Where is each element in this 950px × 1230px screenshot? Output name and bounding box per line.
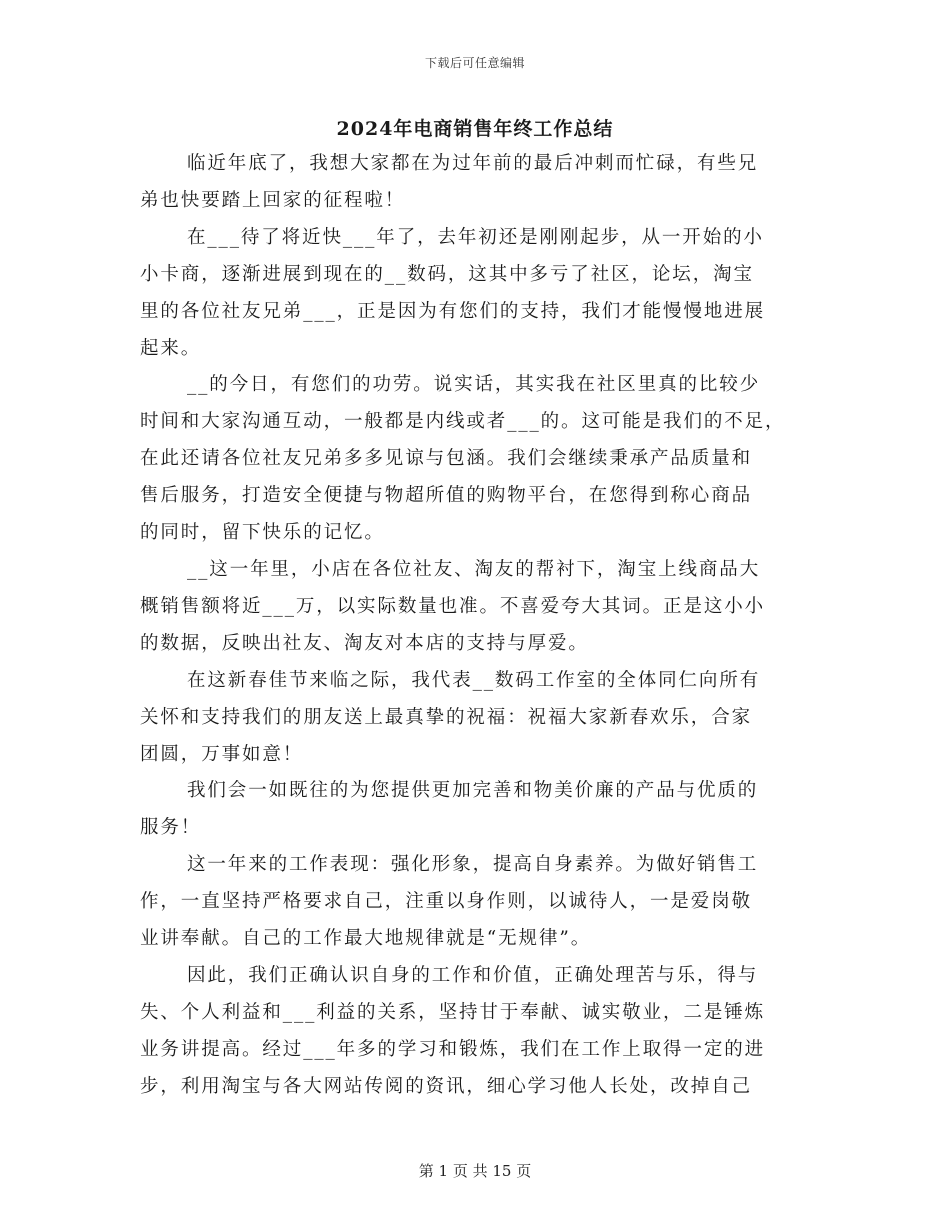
paragraph [140, 367, 820, 552]
text-line: 里的各位社友兄弟___，正是因为有您们的支持，我们才能慢慢地进展 [140, 300, 766, 322]
text-line: 弟也快要踏上回家的征程啦！ [140, 189, 406, 211]
paragraph [140, 220, 820, 368]
text-line: 的数据，反映出社友、淘友对本店的支持与厚爱。 [140, 632, 589, 654]
text-line: 失、个人利益和___利益的关系，坚持甘于奉献、诚实敬业，二是锤炼 [140, 1001, 766, 1023]
text-line: 在___待了将近快___年了，去年初还是刚刚起步，从一开始的小 [187, 226, 764, 248]
paragraph [140, 847, 820, 958]
text-line: __这一年里，小店在各位社友、淘友的帮衬下，淘宝上线商品大 [187, 558, 761, 580]
text-line: 团圆，万事如意！ [140, 743, 304, 765]
text-line: __的今日，有您们的功劳。说实话，其实我在社区里真的比较少 [187, 374, 761, 396]
text-line: 因此，我们正确认识自身的工作和价值，正确处理苦与乐，得与 [187, 964, 759, 986]
header-note: 下载后可任意编辑 [424, 56, 525, 70]
page-footer: 第 1 页 共 15 页 [418, 1162, 532, 1180]
text-line: 业务讲提高。经过___年多的学习和锻炼，我们在工作上取得一定的进 [140, 1038, 766, 1060]
document-body [140, 146, 820, 1106]
text-line: 这一年来的工作表现：强化形象，提高自身素养。为做好销售工 [187, 854, 759, 876]
text-line: 时间和大家沟通互动，一般都是内线或者___的。这可能是我们的不足， [140, 411, 786, 433]
text-line: 作，一直坚持严格要求自己，注重以身作则，以诚待人，一是爱岗敬 [140, 891, 753, 913]
text-line: 步，利用淘宝与各大网站传阅的资讯，细心学习他人长处，改掉自己 [140, 1075, 753, 1097]
text-line: 在这新春佳节来临之际，我代表__数码工作室的全体同仁向所有 [187, 669, 761, 691]
text-line: 我们会一如既往的为您提供更加完善和物美价廉的产品与优质的 [187, 780, 759, 802]
text-line: 概销售额将近___万，以实际数量也准。不喜爱夸大其词。正是这小小 [140, 595, 766, 617]
paragraph [140, 146, 820, 220]
text-line: 服务！ [140, 817, 202, 839]
text-line: 售后服务，打造安全便捷与物超所值的购物平台，在您得到称心商品 [140, 485, 753, 507]
text-line: 小卡商，逐渐进展到现在的__数码，这其中多亏了社区，论坛，淘宝 [140, 263, 754, 285]
text-line: 临近年底了，我想大家都在为过年前的最后冲刺而忙碌，有些兄 [187, 153, 759, 174]
text-line: 在此还请各位社友兄弟多多见谅与包涵。我们会继续秉承产品质量和 [140, 448, 753, 470]
paragraph [140, 663, 820, 774]
paragraph [140, 958, 820, 1106]
text-line: 的同时，留下快乐的记忆。 [140, 522, 385, 544]
paragraph [140, 552, 820, 663]
text-line: 关怀和支持我们的朋友送上最真挚的祝福：祝福大家新春欢乐，合家 [140, 706, 753, 728]
text-line: 业讲奉献。自己的工作最大地规律就是“无规律”。 [140, 928, 592, 950]
document-title: 2024年电商销售年终工作总结 [336, 118, 614, 140]
text-line: 起来。 [140, 337, 202, 359]
paragraph [140, 773, 820, 847]
